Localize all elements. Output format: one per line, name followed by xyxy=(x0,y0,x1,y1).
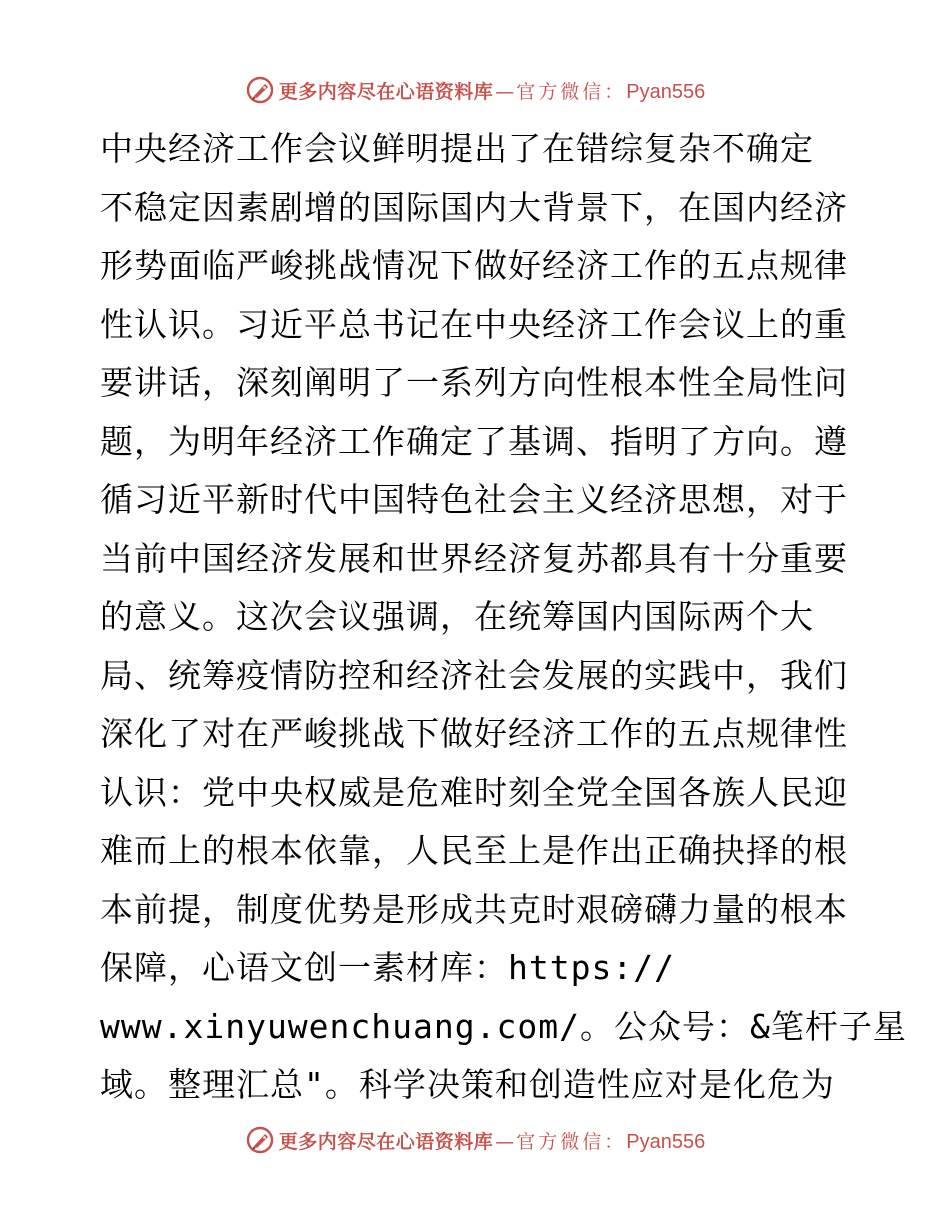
header-banner xyxy=(0,70,950,110)
header-banner-text xyxy=(279,77,706,104)
article-line: 当前中国经济发展和世界经济复苏都具有十分重要 xyxy=(100,538,848,578)
article-body xyxy=(100,120,907,1115)
article-line: 要讲话，深刻阐明了一系列方向性根本性全局性问 xyxy=(100,363,848,402)
footer-banner xyxy=(0,1120,950,1160)
article-line: 循习近平新时代中国特色社会主义经济思想，对于 xyxy=(100,480,848,519)
article-line: 域。整理汇总"。科学决策和创造性应对是化危为 xyxy=(100,1065,835,1104)
article-line: 不稳定因素剧增的国际国内大背景下，在国内经济 xyxy=(100,187,848,227)
footer-brand-text: 更多内容尽在心语资料库 xyxy=(278,1130,494,1153)
article-line: 的意义。这次会议强调，在统筹国内国际两个大 xyxy=(100,597,814,636)
article-line: 难而上的根本依靠，人民至上是作出正确抉择的根 xyxy=(100,831,848,870)
article-line: 题，为明年经济工作确定了基调、指明了方向。遵 xyxy=(100,421,848,461)
article-line: 认识：党中央权威是危难时刻全党全国各族人民迎 xyxy=(100,772,848,812)
pen-nib-logo-icon xyxy=(245,1125,275,1155)
header-brand-text: 更多内容尽在心语资料库 xyxy=(278,80,494,103)
article-line: 形势面临严峻挑战情况下做好经济工作的五点规律 xyxy=(100,246,848,285)
article-line: 保障，心语文创一素材库：https:// xyxy=(100,948,675,987)
article-line: 中央经济工作会议鲜明提出了在错综复杂不确定 xyxy=(100,129,814,168)
article-line: 性认识。习近平总书记在中央经济工作会议上的重 xyxy=(100,304,848,344)
header-dash: — xyxy=(495,80,515,103)
header-wechat-id: Pyan556 xyxy=(626,80,706,103)
article-line: 深化了对在严峻挑战下做好经济工作的五点规律性 xyxy=(100,714,848,753)
article-line: 本前提，制度优势是形成共克时艰磅礴力量的根本 xyxy=(100,889,848,929)
article-line: 局、统筹疫情防控和经济社会发展的实践中，我们 xyxy=(100,655,848,695)
article-line: www.xinyuwenchuang.com/。公众号：&笔杆子星 xyxy=(100,1006,907,1046)
pen-nib-logo-icon xyxy=(245,75,275,105)
footer-banner-text xyxy=(279,1127,706,1154)
footer-official-label: 官方微信： xyxy=(516,1130,627,1153)
footer-dash: — xyxy=(495,1130,515,1153)
header-official-label: 官方微信： xyxy=(516,80,627,103)
footer-wechat-id: Pyan556 xyxy=(626,1130,706,1153)
